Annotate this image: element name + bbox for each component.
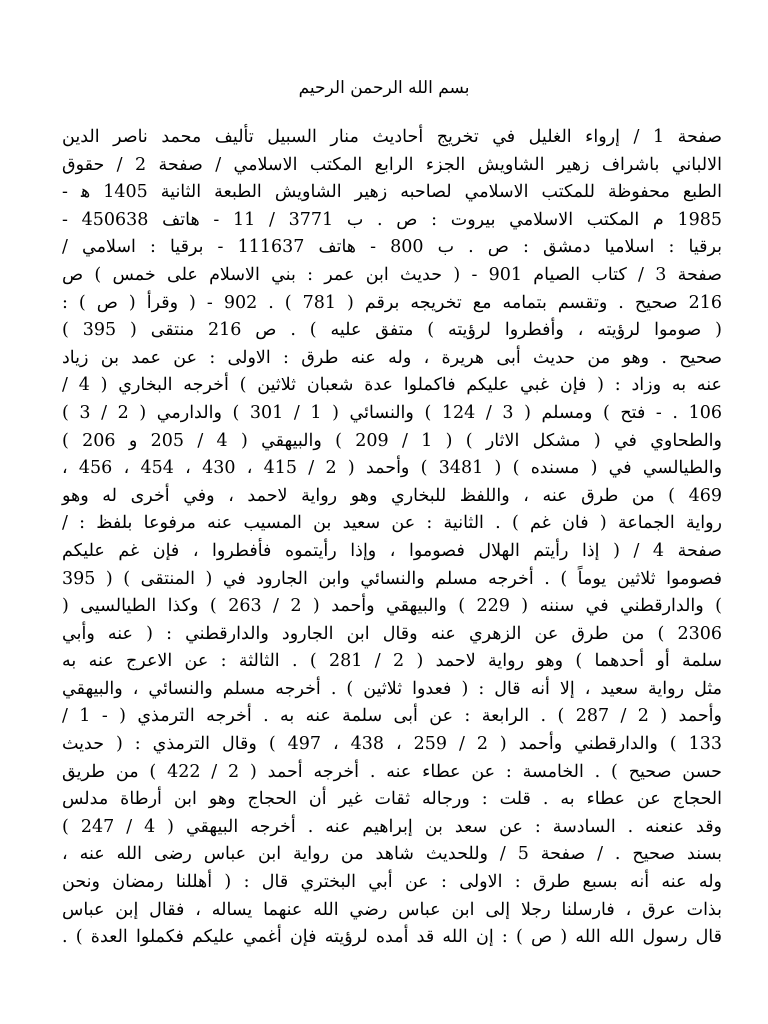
text-line: صفحة 1 / إرواء الغليل في تخريج أحاديث منار السبيل تأليف محمد ناصر الدين bbox=[62, 127, 722, 147]
text-line: رواية الجماعة ( فان غم ) . الثانية : عن سعيد بن المسيب عنه مرفوعا بلفظ : / bbox=[62, 513, 722, 534]
text-line: وأحمد ( 2 / 287 ) . الرابعة : عن أبى سلمة عنه به . أخرجه الترمذي ( - 1 / bbox=[62, 706, 722, 727]
text-line: 1985 م المكتب الاسلامي بيروت : ص . ب 3771 / 11 - هاتف 450638 - bbox=[62, 209, 722, 230]
text-line: بذات عرق ، فارسلنا رجلا إلى ابن عباس رضي الله عنهما يساله ، فقال إبن عباس bbox=[62, 899, 722, 920]
text-line: صفحة 3 / كتاب الصيام 901 - ( حديث ابن عمر : بني الاسلام على خمس ) ص bbox=[62, 264, 722, 285]
text-line: 469 ) من طرق عنه ، واللفظ للبخاري وهو رواية لاحمد ، وفي أخرى له وهو bbox=[62, 485, 722, 506]
body-text bbox=[62, 124, 722, 952]
text-line: وله عنه أنه بسبع طرق : الاولى : عن أبي البختري قال : ( أهللنا رمضان ونحن bbox=[62, 872, 722, 893]
text-line: صفحة 4 / ( إذا رأيتم الهلال فصوموا ، وإذا رأيتموه فأفطروا ، فإن غم عليكم bbox=[62, 540, 722, 561]
basmala-heading: بسم الله الرحمن الرحيم bbox=[298, 78, 470, 98]
text-line: برقيا : اسلاميا دمشق : ص . ب 800 - هاتف 111637 - برقيا : اسلامي / bbox=[62, 237, 722, 258]
text-line: عنه به وزاد : ( فإن غبي عليكم فاكملوا عدة شعبان ثلاثين ) أخرجه البخاري ( 4 / bbox=[62, 375, 722, 396]
text-line: والطحاوي في ( مشكل الاثار ) ( 1 / 209 ) والبيهقي ( 4 / 205 و 206 ) bbox=[62, 430, 722, 451]
text-line: ( صوموا لرؤيته ، وأفطروا لرؤيته ) متفق عليه ) . ص 216 منتقى ( 395 ) bbox=[62, 320, 722, 341]
text-line: قال رسول الله الله ( ص ) : إن الله قد أمده لرؤيته فإن أغمي عليكم فكملوا العدة ) . bbox=[62, 927, 722, 948]
text-line: 133 ) والدارقطني وأحمد ( 2 / 259 ، 438 ، 497 ) وقال الترمذي : ( حديث bbox=[62, 734, 722, 755]
text-line: الحجاج عن عطاء به . قلت : ورجاله ثقات غير أن الحجاج وهو ابن أرطاة مدلس bbox=[62, 789, 722, 810]
text-line: 106 . - فتح ) ومسلم ( 3 / 124 ) والنسائي ( 1 / 301 ) والدارمي ( 2 / 3 ) bbox=[62, 402, 722, 423]
text-line: حسن صحيح ) . الخامسة : عن عطاء عنه . أخرجه أحمد ( 2 / 422 ) من طريق bbox=[62, 761, 723, 782]
text-line: 216 صحيح . وتقسم بتمامه مع تخريجه برقم ( 781 ) . 902 - ( وقرأ ( ص ) : bbox=[62, 292, 722, 313]
text-line: وقد عنعنه . السادسة : عن سعد بن إبراهيم عنه . أخرجه البيهقي ( 4 / 247 ) bbox=[62, 816, 723, 837]
text-line: سلمة أو أحدهما ) وهو رواية لاحمد ( 2 / 281 ) . الثالثة : عن الاعرج عنه به bbox=[62, 651, 723, 672]
text-line: الطبع محفوظة للمكتب الاسلامي لصاحبه زهير الشاويش الطبعة الثانية 1405 ه‍ - bbox=[62, 182, 722, 203]
text-line: بسند صحيح . / صفحة 5 / وللحديث شاهد من رواية ابن عباس رضى الله عنه ، bbox=[62, 844, 722, 865]
text-line: صحيح . وهو من حديث أبى هريرة ، وله عنه طرق : الاولى : عن عمد بن زياد bbox=[62, 347, 722, 368]
text-line: ) والدارقطني في سننه ( 229 ) والبيهقي وأحمد ( 2 / 263 ) وكذا الطيالسيى ( bbox=[62, 596, 722, 617]
text-line: والطيالسي في ( مسنده ) ( 3481 ) وأحمد ( 2 / 415 ، 430 ، 454 ، 456 ، bbox=[62, 458, 723, 479]
text-line: 2306 ) من طرق عن الزهري عنه وقال ابن الجارود والدارقطني : ( عنه وأبي bbox=[62, 623, 722, 644]
text-line: مثل رواية سعيد ، إلا أنه قال : ( فعدوا ثلاثين ) . أخرجه مسلم والنسائي ، والبيهقي bbox=[62, 678, 722, 699]
text-line: فصوموا ثلاثين يوماً ) . أخرجه مسلم والنسائي وابن الجارود في ( المنتقى ) ( 395 bbox=[62, 568, 722, 589]
text-line: الالباني باشراف زهير الشاويش الجزء الرابع المكتب الاسلامي / صفحة 2 / حقوق bbox=[62, 154, 722, 175]
